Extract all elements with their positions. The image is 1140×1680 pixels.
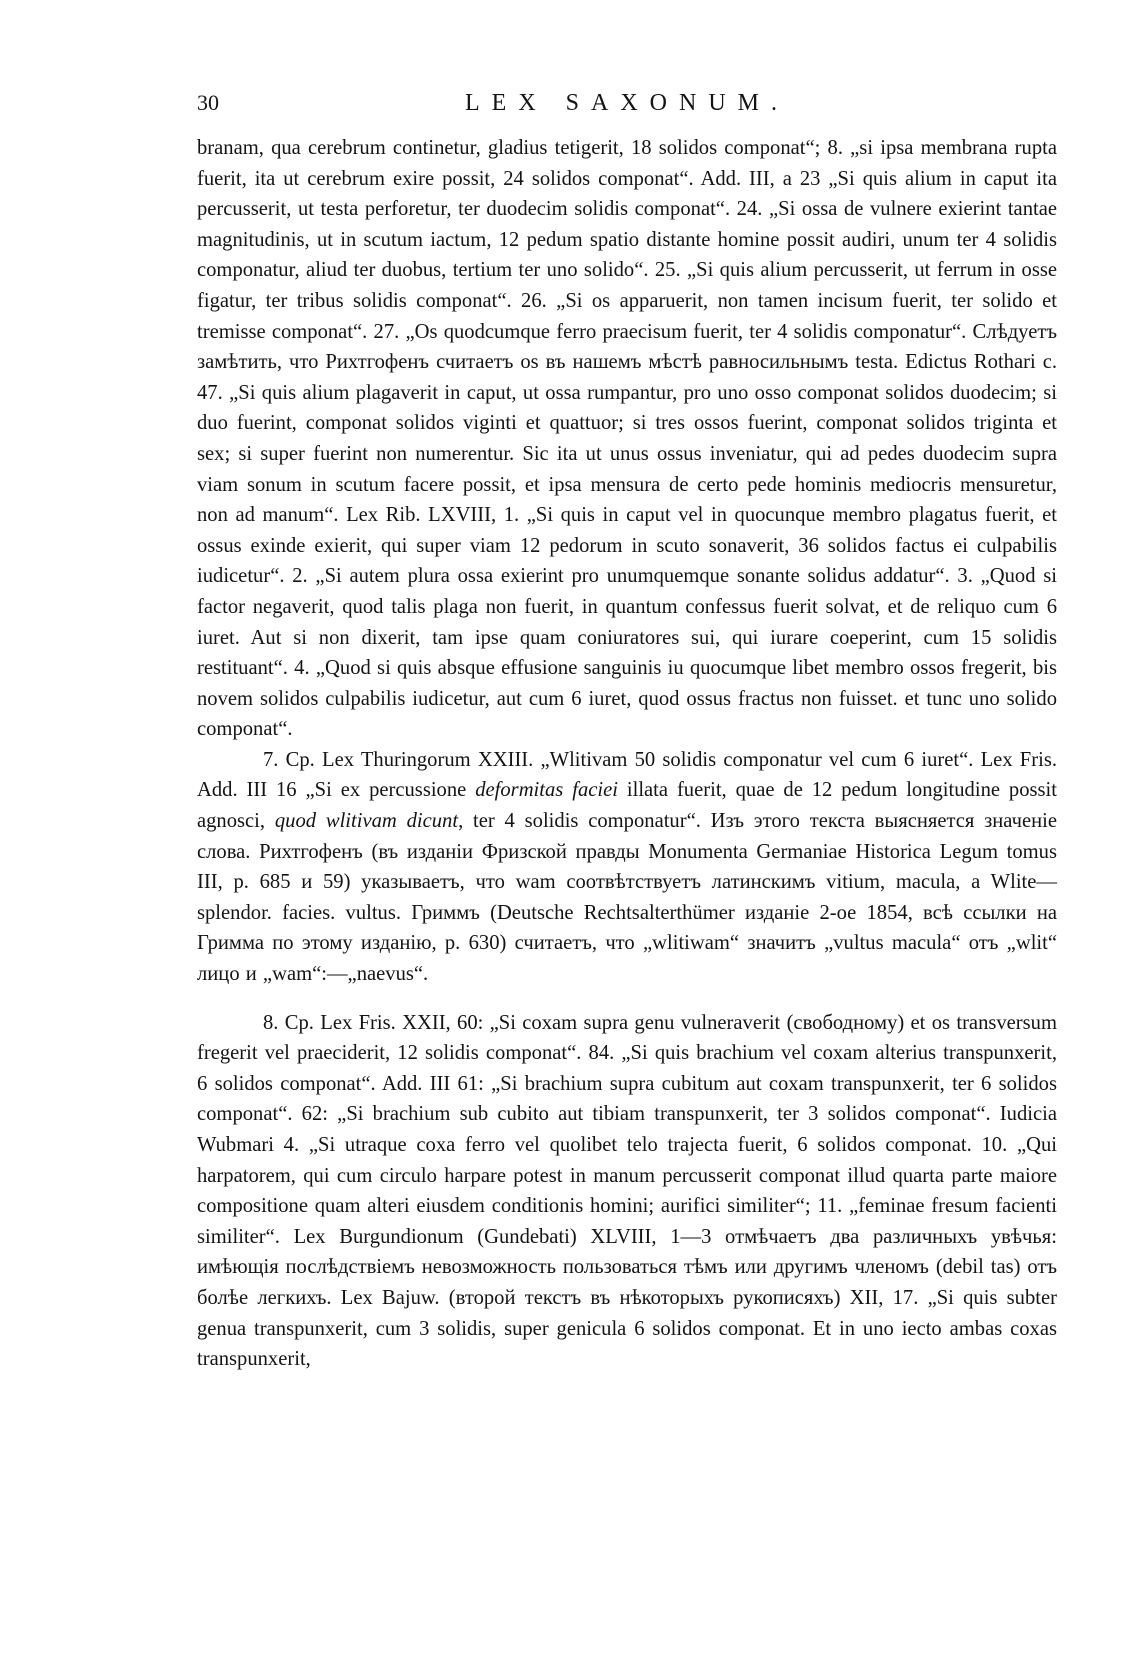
paragraph-note-8: 8. Cp. Lex Fris. XXII, 60: „Si coxam supra genu vulneraverit (свободному) et os transversum fregerit vel praeciderit, 12 solidis componat“. 84. „Si quis brachium vel coxam alterius transpunxerit, 6 solidos componat“. Add. III 61: „Si brachium supra cubitum aut coxam transpunxerit, ter 6 solidos componat“. 62: „Si brachium sub cubito aut tibiam transpunxerit, ter 3 solidos componat“. Iudicia Wubmari 4. „Si utraque coxa ferro vel quolibet telo trajecta fuerit, 6 solidos componat. 10. „Qui harpatorem, qui cum circulo harpare potest in manum percusserit componat illud quarta parte maiore compositione quam alteri eiusdem conditionis homini; aurifici similiter“; 11. „feminae fresum facienti similiter“. Lex Burgundionum (Gundebati) XLVIII, 1—3 отмѣчаетъ два различныхъ увѣчья: имѣющія послѣдствіемъ невозможность пользоваться тѣмъ или другимъ членомъ (debil tas) отъ болѣе легкихъ. Lex Bajuw. (второй текстъ въ нѣкоторыхъ рукописяхъ) XII, 17. „Si quis subter genua transpunxerit, cum 3 solidis, super genicula 6 solidos componat. Et in uno iecto ambas coxas transpunxerit, bbox=[197, 1011, 1057, 1371]
running-title: LEX SAXONUM. bbox=[465, 90, 789, 116]
text-segment: illata fuerit, quae de 12 pedum longitudine possit agnosci, bbox=[197, 779, 1057, 833]
italic-phrase: quod wlitivam dicunt bbox=[274, 810, 459, 833]
text-segment: , ter 4 solidis componatur“. Изъ этого текста выясняется значеніе слова. Рихтгофенъ (въ изданіи Фризской правды Monumenta Germaniae Historica Legum tomus III, p. 685 и 59) указываетъ, что wam соотвѣтствуетъ латинскимъ vitium, macula, a Wlite—splendor. facies. vultus. Гриммъ (Deutsche Rechtsalterthümer изданіе 2-ое 1854, всѣ ссылки на Гримма по этому изданію, p. 630) считаетъ, что „wlitiwam“ значитъ „vultus macula“ отъ „wlit“ лицо и „wam“:—„naevus“. bbox=[197, 810, 1057, 986]
page-number: 30 bbox=[197, 90, 219, 115]
body-text bbox=[197, 133, 1057, 1375]
paragraph-note-7 bbox=[197, 745, 1057, 990]
paragraph-continuation: branam, qua cerebrum continetur, gladius tetigerit, 18 solidos componat“; 8. „si ipsa membrana rupta fuerit, ita ut cerebrum exire possit, 24 solidos componat“. Add. III, a 23 „Si quis alium in caput ita percusserit, ut testa perforetur, ter duodecim solidis componat“. 24. „Si ossa de vulnere exierint tantae magnitudinis, ut in scutum iactum, 12 pedum spatio distante homine possit audiri, unum ter 4 solidis componatur, aliud ter duobus, tertium ter uno solido“. 25. „Si quis alium percusserit, ut ferrum in osse figatur, ter tribus solidis componat“. 26. „Si os apparuerit, non tamen incisum fuerit, ter solido et tremisse componat“. 27. „Os quodcumque ferro praecisum fuerit, ter 4 solidis componatur“. Слѣдуетъ замѣтить, что Рихтгофенъ считаетъ os въ нашемъ мѣстѣ равносильнымъ testa. Edictus Rothari c. 47. „Si quis alium plagaverit in caput, ut ossa rumpantur, pro uno osso componat solidos duodecim; si duo fuerint, componat solidos viginti et quattuor; si tres ossos fuerint, componat solidos triginta et sex; si super fuerint non numerentur. Sic ita ut unus ossus inveniatur, qui ad pedes duodecim supra viam sonum in scutum facere possit, et ipsa mensura de certo pede hominis mediocris mensuretur, non ad manum“. Lex Rib. LXVIII, 1. „Si quis in caput vel in quocunque membro plagatus fuerit, et ossus exinde exierit, qui super viam 12 pedorum in scuto sonaverit, 36 solidos factus ei culpabilis iudicetur“. 2. „Si autem plura ossa exierint pro unumquemque sonante solidus addatur“. 3. „Quod si factor negaverit, quod talis plaga non fuerit, in quantum confessus fuerit solvat, et de reliquo cum 6 iuret. Aut si non dixerit, tam ipse quam coniuratores sui, qui iurare coeperint, cum 15 solidis restituant“. 4. „Quod si quis absque effusione sanguinis iu quocumque libet membro ossos fregerit, bis novem solidos culpabilis iudicetur, aut cum 6 iuret, quod ossus fractus non fuisset. et tunc uno solido componat“. bbox=[197, 137, 1057, 741]
page-header bbox=[197, 88, 1057, 122]
italic-phrase: deformitas faciei bbox=[475, 779, 618, 802]
text-segment: 7. Cp. Lex Thuringorum XXIII. „Wlitivam 50 solidis componatur vel cum 6 iuret“. Lex Fris. Add. III 16 „Si ex percussione bbox=[197, 748, 1057, 802]
